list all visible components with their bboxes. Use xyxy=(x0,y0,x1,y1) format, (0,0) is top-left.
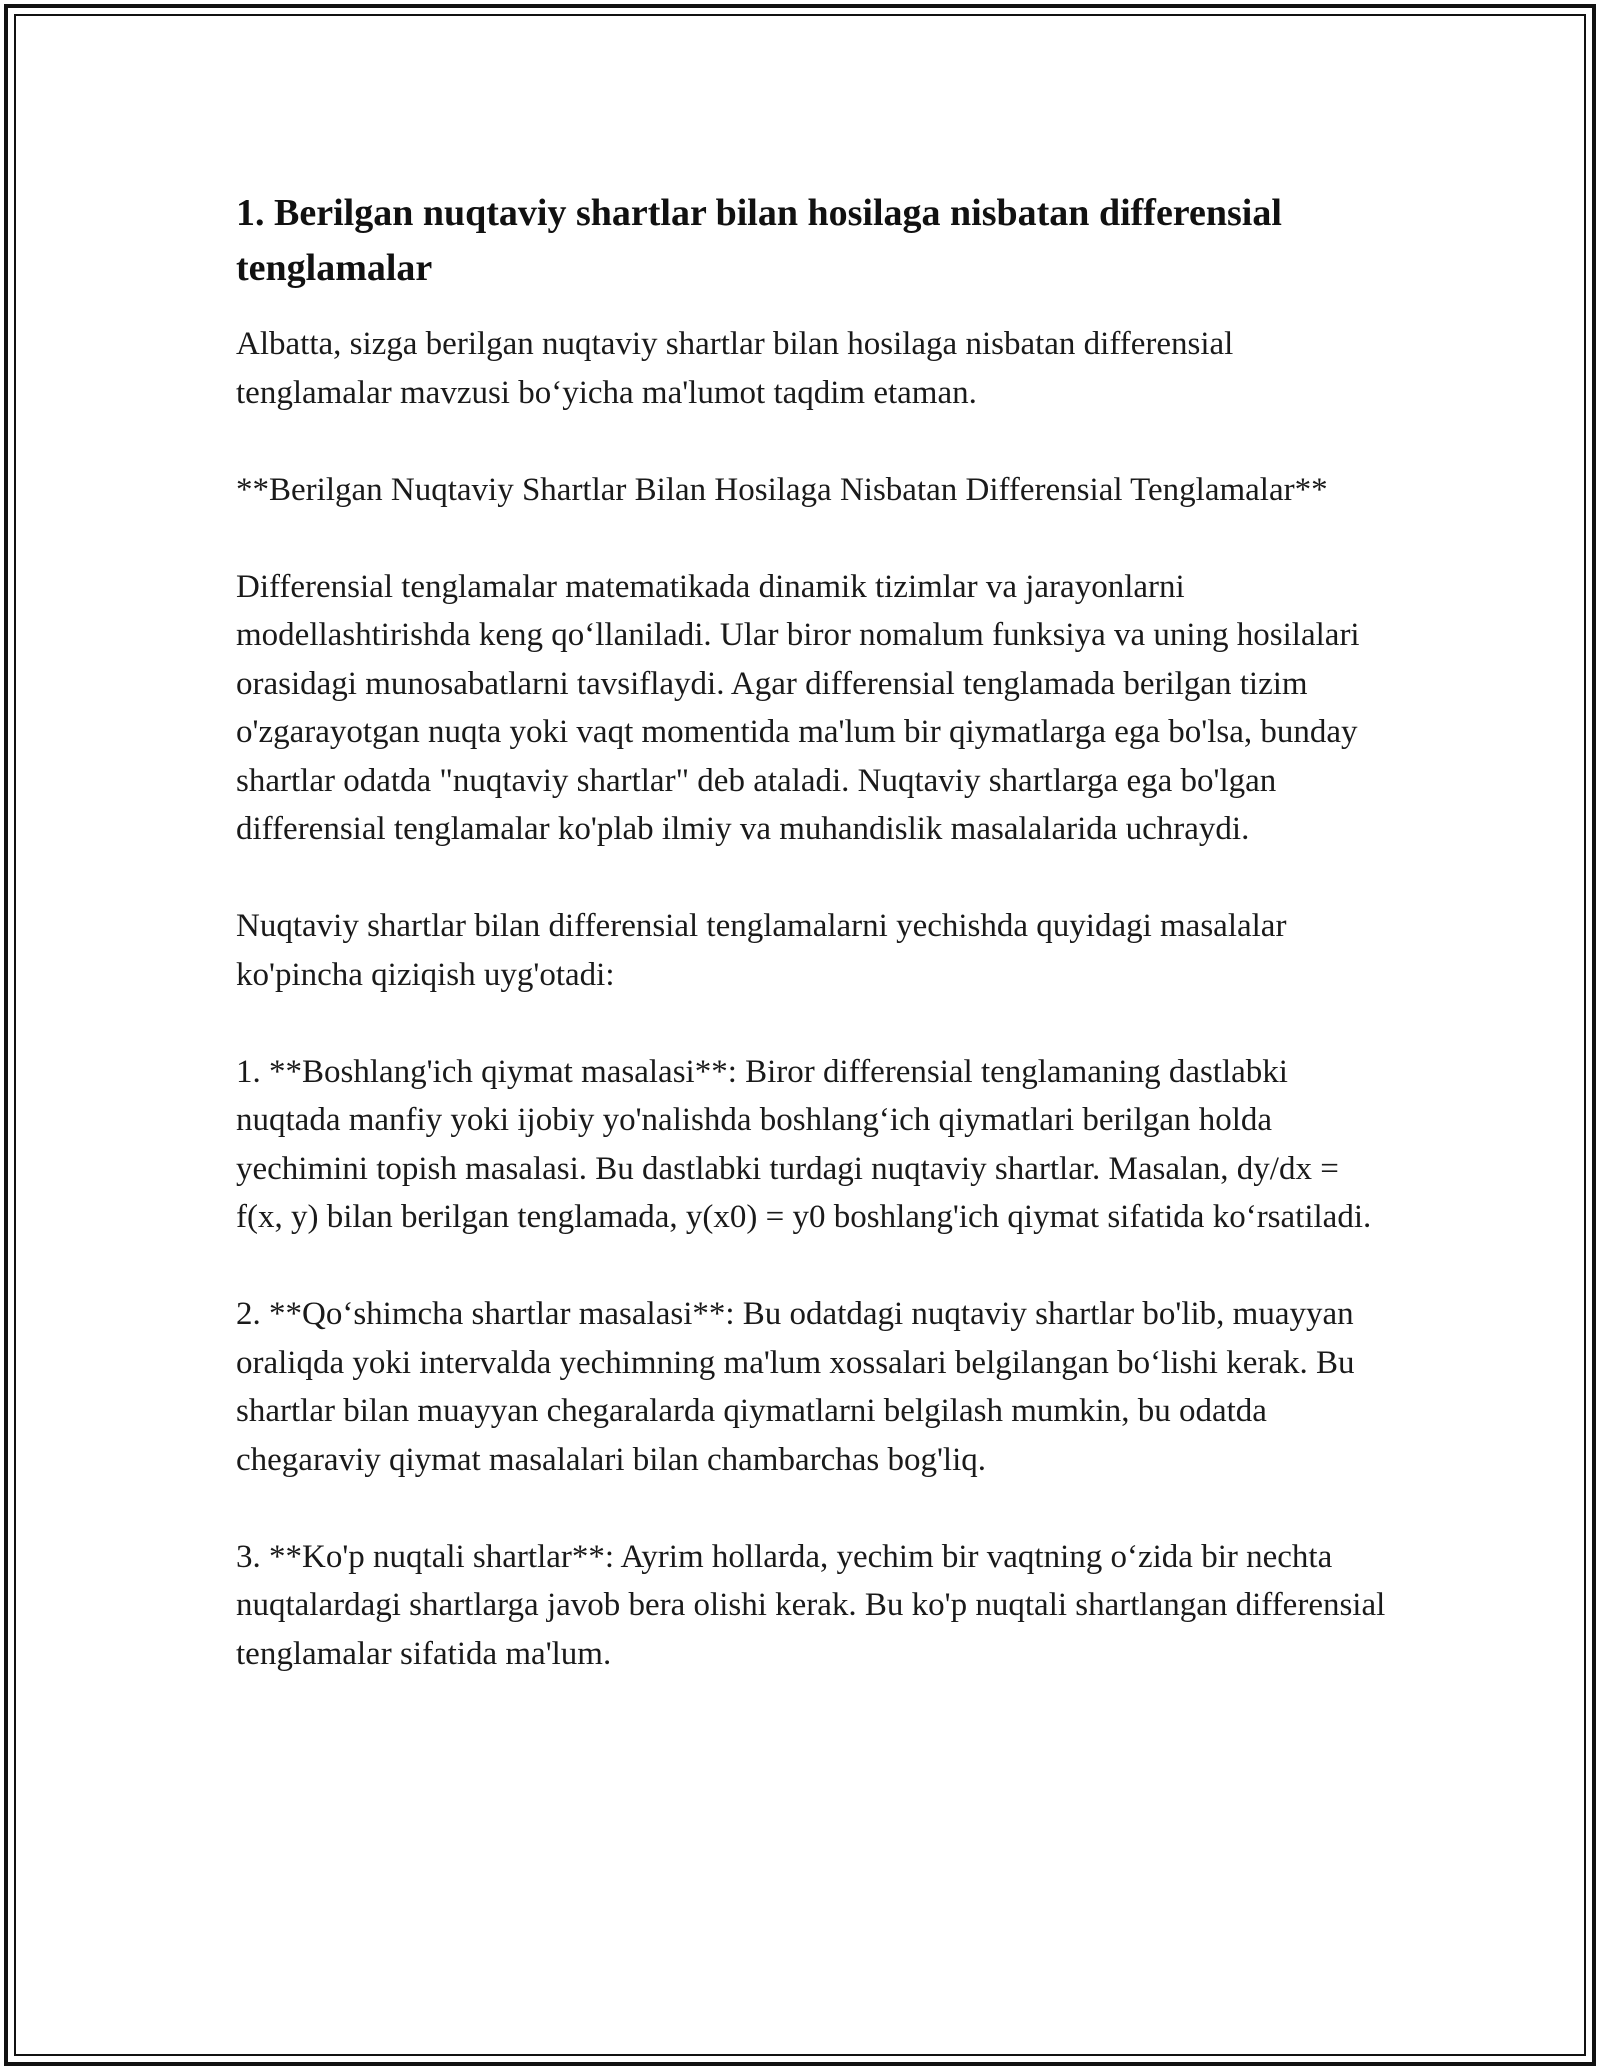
paragraph-subtitle: **Berilgan Nuqtaviy Shartlar Bilan Hosilaga Nisbatan Differensial Tenglamalar** xyxy=(236,471,1328,508)
list-item-initial-value: 1. **Boshlang'ich qiymat masalasi**: Biror differensial tenglamaning dastlabki nuqtada manfiy yoki ijobiy yo'nalishda boshlang‘ich qiymatlari berilgan holda yechimini topish masalasi. Bu dastlabki turdagi nuqtaviy shartlar. Masalan, dy/dx = f(x, y) bilan berilgan tenglamada, y(x0) = y0 boshlang'ich qiymat sifatida ko‘rsatiladi. xyxy=(236,1053,1372,1235)
list-item-multipoint-conditions: 3. **Ko'p nuqtali shartlar**: Ayrim hollarda, yechim bir vaqtning o‘zida bir nechta nuqtalardagi shartlarga javob bera olishi kerak. Bu ko'p nuqtali shartlangan differensial tenglamalar sifatida ma'lum. xyxy=(236,1538,1386,1672)
paragraph-definition: Differensial tenglamalar matematikada dinamik tizimlar va jarayonlarni modellashtirishda keng qo‘llaniladi. Ular biror nomalum funksiya va uning hosilalari orasidagi munosabatlarni tavsiflaydi. Agar differensial tenglamada berilgan tizim o'zgarayotgan nuqta yoki vaqt momentida ma'lum bir qiymatlarga ega bo'lsa, bunday shartlar odatda "nuqtaviy shartlar" deb ataladi. Nuqtaviy shartlarga ega bo'lgan differensial tenglamalar ko'plab ilmiy va muhandislik masalalarida uchraydi. xyxy=(236,568,1360,847)
document-body xyxy=(236,186,1386,1727)
paragraph-intro: Albatta, sizga berilgan nuqtaviy shartlar bilan hosilaga nisbatan differensial tenglamalar mavzusi bo‘yicha ma'lumot taqdim etaman. xyxy=(236,326,1234,411)
paragraph-problems-intro: Nuqtaviy shartlar bilan differensial tenglamalarni yechishda quyidagi masalalar ko'pincha qiziqish uyg'otadi: xyxy=(236,908,1287,993)
document-heading: 1. Berilgan nuqtaviy shartlar bilan hosilaga nisbatan differensial tenglamalar xyxy=(236,192,1282,289)
list-item-additional-conditions: 2. **Qo‘shimcha shartlar masalasi**: Bu odatdagi nuqtaviy shartlar bo'lib, muayyan oraliqda yoki intervalda yechimning ma'lum xossalari belgilangan bo‘lishi kerak. Bu shartlar bilan muayyan chegaralarda qiymatlarni belgilash mumkin, bu odatda chegaraviy qiymat masalalari bilan chambarchas bog'liq. xyxy=(236,1296,1355,1478)
